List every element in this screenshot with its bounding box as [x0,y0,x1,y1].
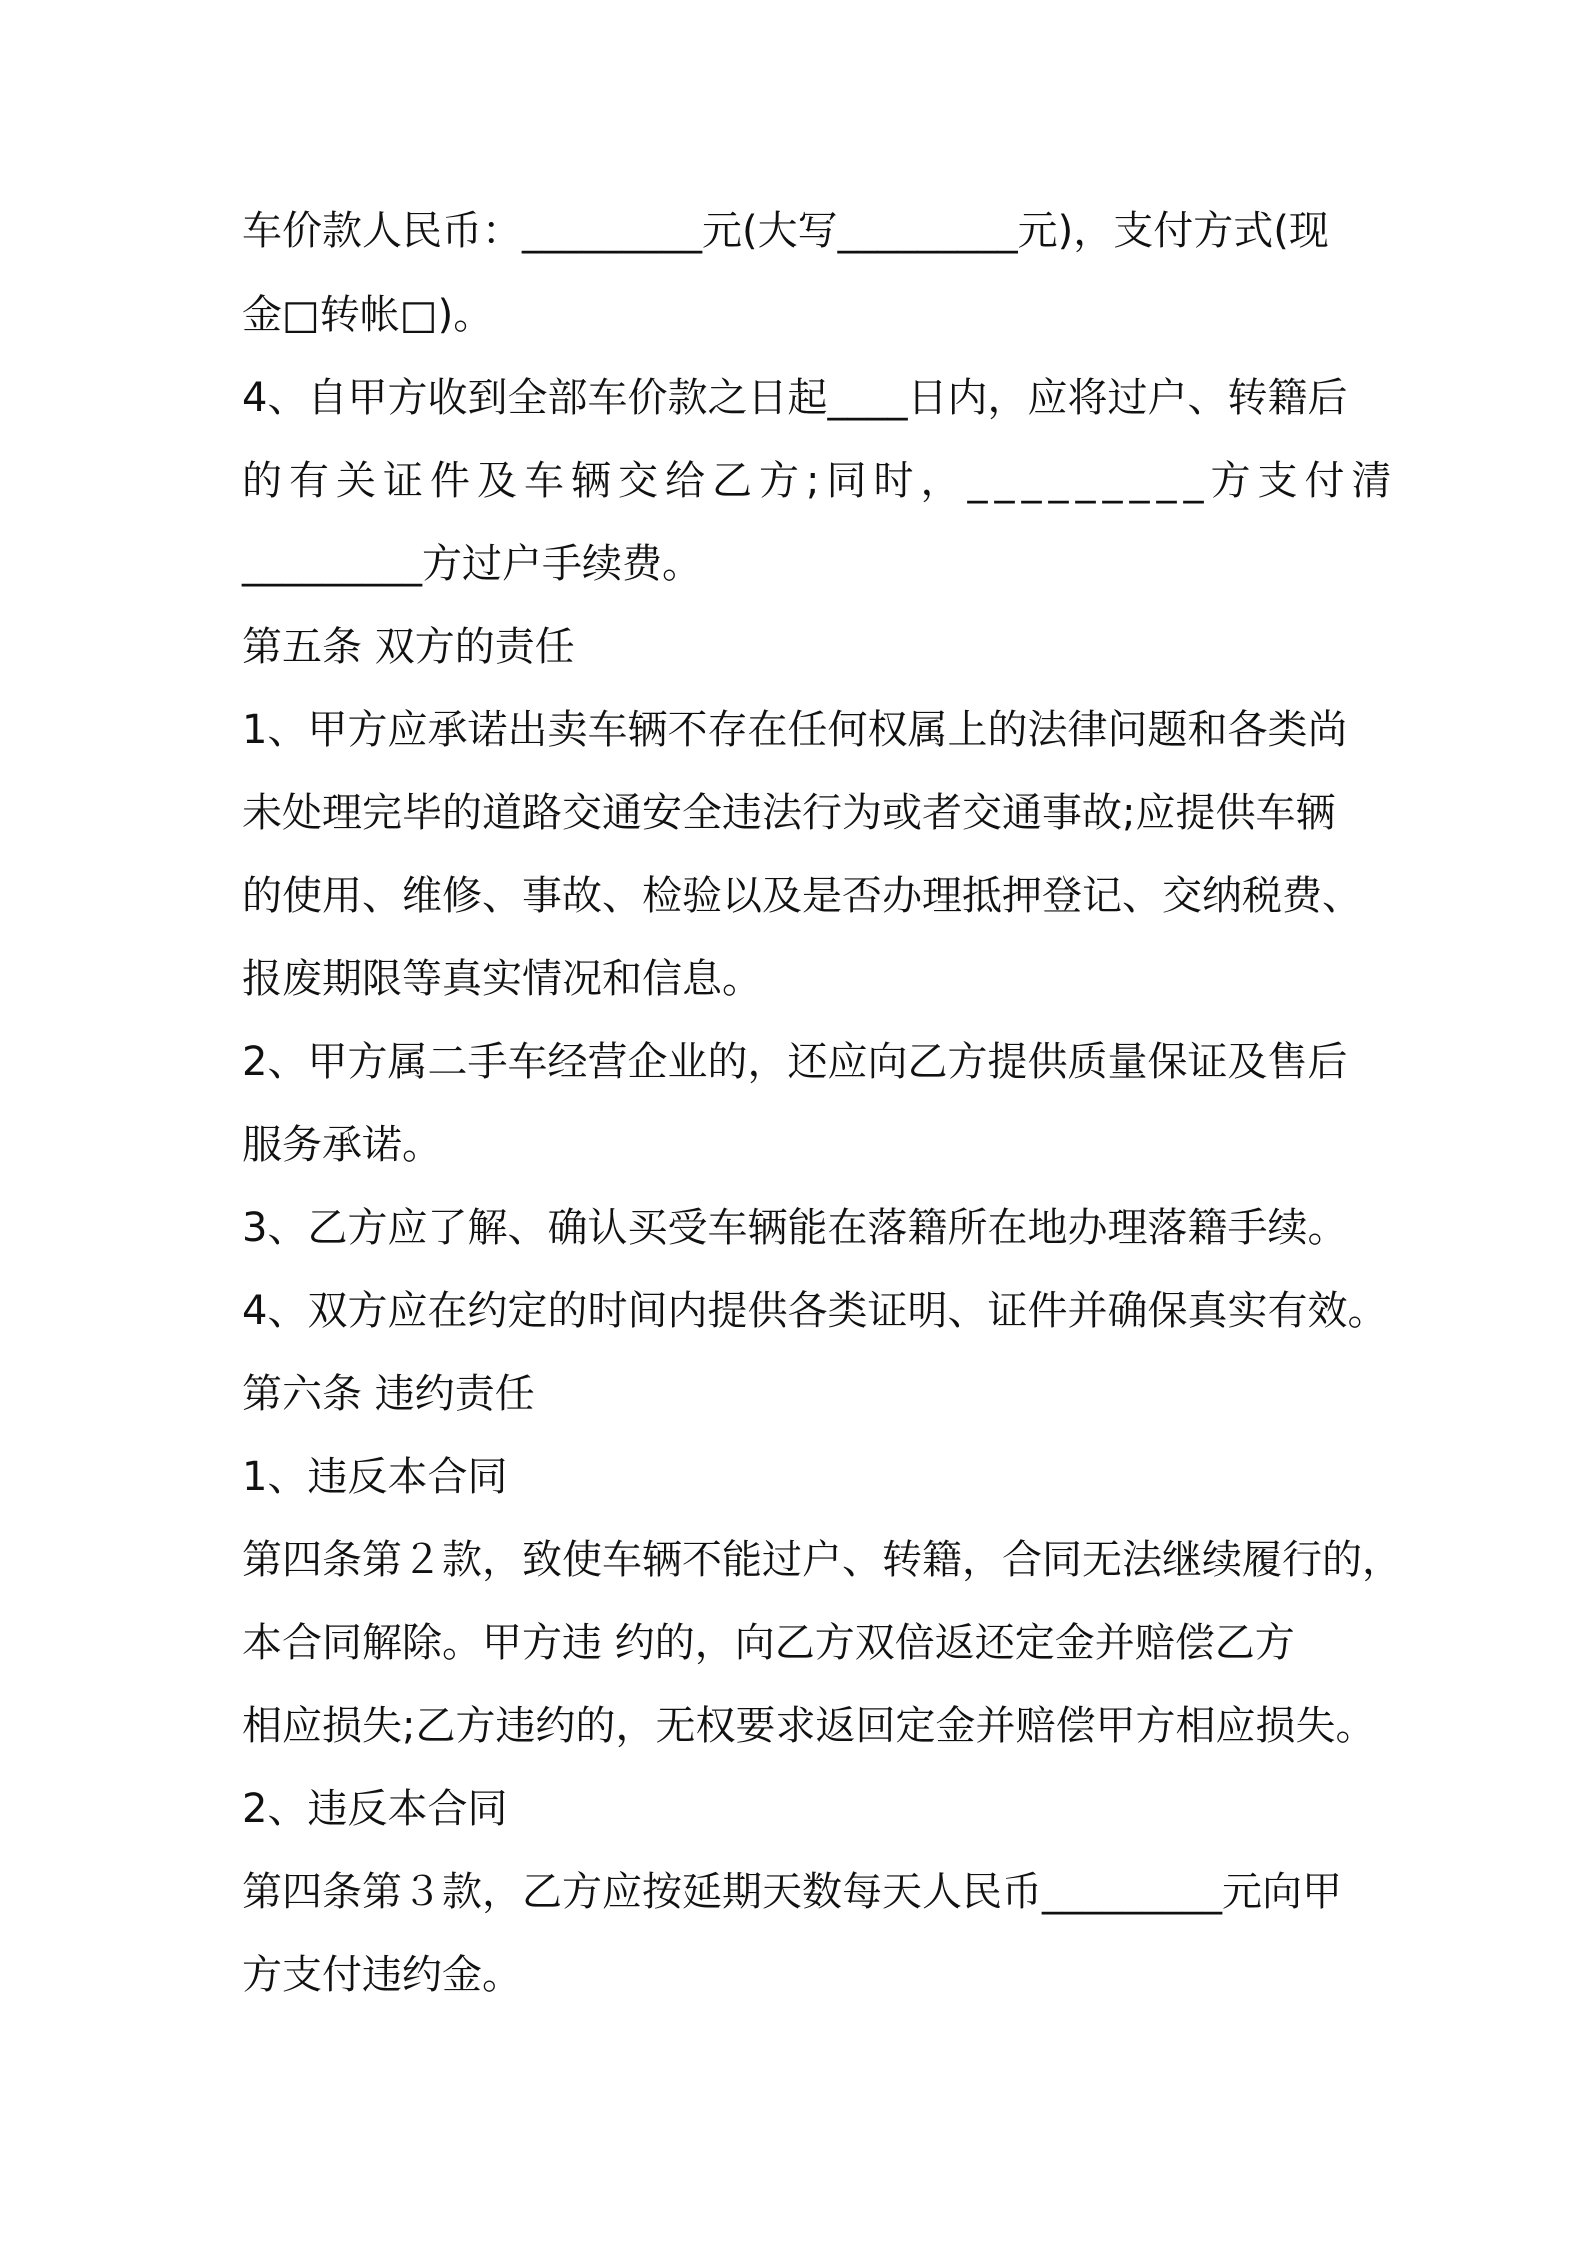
section-heading-5: 第五条 双方的责任 [242,624,575,670]
text-line-21: 第四条第３款，乙方应按延期天数每天人民币_________元向甲 [242,1869,1342,1915]
text-line-4: 的有关证件及车辆交给乙方;同时，_________方支付清 [242,458,1399,504]
text-line-22: 方支付违约金。 [242,1952,522,1998]
text-line-5: _________方过户手续费。 [242,541,702,587]
text-line-14: 4、双方应在约定的时间内提供各类证明、证件并确保真实有效。 [242,1288,1388,1334]
text-line-13: 3、乙方应了解、确认买受车辆能在落籍所在地办理落籍手续。 [242,1205,1348,1251]
text-line-12: 服务承诺。 [242,1122,442,1168]
text-line-11: 2、甲方属二手车经营企业的，还应向乙方提供质量保证及售后 [242,1039,1348,1085]
section-heading-6: 第六条 违约责任 [242,1371,535,1417]
text-line-1: 车价款人民币：_________元(大写_________元)，支付方式(现 [242,208,1329,254]
text-line-18: 本合同解除。甲方违 约的，向乙方双倍返还定金并赔偿乙方 [242,1620,1295,1666]
text-line-8: 未处理完毕的道路交通安全违法行为或者交通事故;应提供车辆 [242,790,1336,836]
text-line-10: 报废期限等真实情况和信息。 [242,956,762,1002]
text-line-9: 的使用、维修、事故、检验以及是否办理抵押登记、交纳税费、 [242,873,1362,919]
text-line-19: 相应损失;乙方违约的，无权要求返回定金并赔偿甲方相应损失。 [242,1703,1376,1749]
text-line-16: 1、违反本合同 [242,1454,508,1500]
text-line-7: 1、甲方应承诺出卖车辆不存在任何权属上的法律问题和各类尚 [242,707,1348,753]
text-line-17: 第四条第２款，致使车辆不能过户、转籍，合同无法继续履行的， [242,1537,1402,1583]
text-line-3: 4、自甲方收到全部车价款之日起____日内，应将过户、转籍后 [242,375,1348,421]
text-line-2: 金□转帐□)。 [242,292,494,338]
text-line-20: 2、违反本合同 [242,1786,508,1832]
